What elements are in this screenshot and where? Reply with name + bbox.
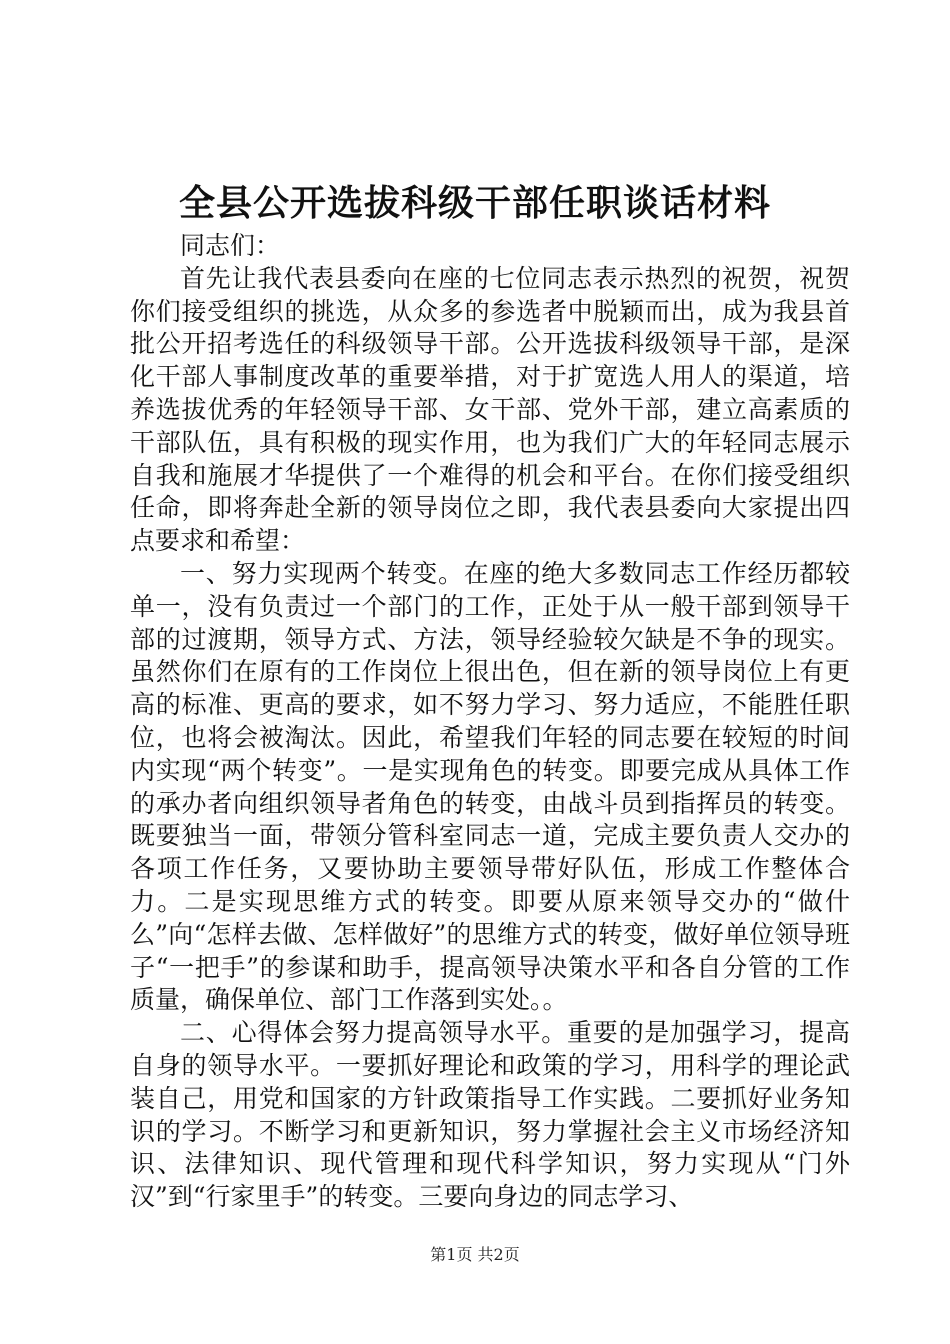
paragraph-point-one: 一、努力实现两个转变。在座的绝大多数同志工作经历都较单一，没有负责过一个部门的工作，正处于从一般干部到领导干部的过渡期，领导方式、方法，领导经验较欠缺是不争的现实。虽然你们在原有的工作岗位上很出色，但在新的领导岗位上有更高的标准、更高的要求，如不努力学习、努力适应，不能胜任职位，也将会被淘汰。因此，希望我们年轻的同志要在较短的时间内实现“两个转变”。一是实现角色的转变。即要完成从具体工作的承办者向组织领导者角色的转变，由战斗员到指挥员的转变。既要独当一面，带领分管科室同志一道，完成主要负责人交办的各项工作任务，又要协助主要领导带好队伍，形成工作整体合力。二是实现思维方式的转变。即要从原来领导交办的“做什么”向“怎样去做、怎样做好”的思维方式的转变，做好单位领导班子“一把手”的参谋和助手，提高领导决策水平和各自分管的工作质量，确保单位、部门工作落到实处。。 <box>130 558 850 1015</box>
paragraph-point-two: 二、心得体会努力提高领导水平。重要的是加强学习，提高自身的领导水平。一要抓好理论和政策的学习，用科学的理论武装自己，用党和国家的方针政策指导工作实践。二要抓好业务知识的学习。不断学习和更新知识，努力掌握社会主义市场经济知识、法律知识、现代管理和现代科学知识，努力实现从“门外汉”到“行家里手”的转变。三要向身边的同志学习、 <box>130 1018 850 1212</box>
salutation: 同志们： <box>180 231 281 260</box>
page-total: 共2页 <box>477 1245 520 1264</box>
document-body <box>130 230 850 1214</box>
page-number: 第1页 <box>430 1245 473 1264</box>
document-title: 全县公开选拔科级干部任职谈话材料 <box>178 182 771 224</box>
page-footer <box>0 1244 950 1266</box>
paragraph-intro: 首先让我代表县委向在座的七位同志表示热烈的祝贺，祝贺你们接受组织的挑选，从众多的参选者中脱颖而出，成为我县首批公开招考选任的科级领导干部。公开选拔科级领导干部，是深化干部人事制度改革的重要举措，对于扩宽选人用人的渠道，培养选拔优秀的年轻领导干部、女干部、党外干部，建立高素质的干部队伍，具有积极的现实作用，也为我们广大的年轻同志展示自我和施展才华提供了一个难得的机会和平台。在你们接受组织任命，即将奔赴全新的领导岗位之即，我代表县委向大家提出四点要求和希望： <box>130 263 850 556</box>
